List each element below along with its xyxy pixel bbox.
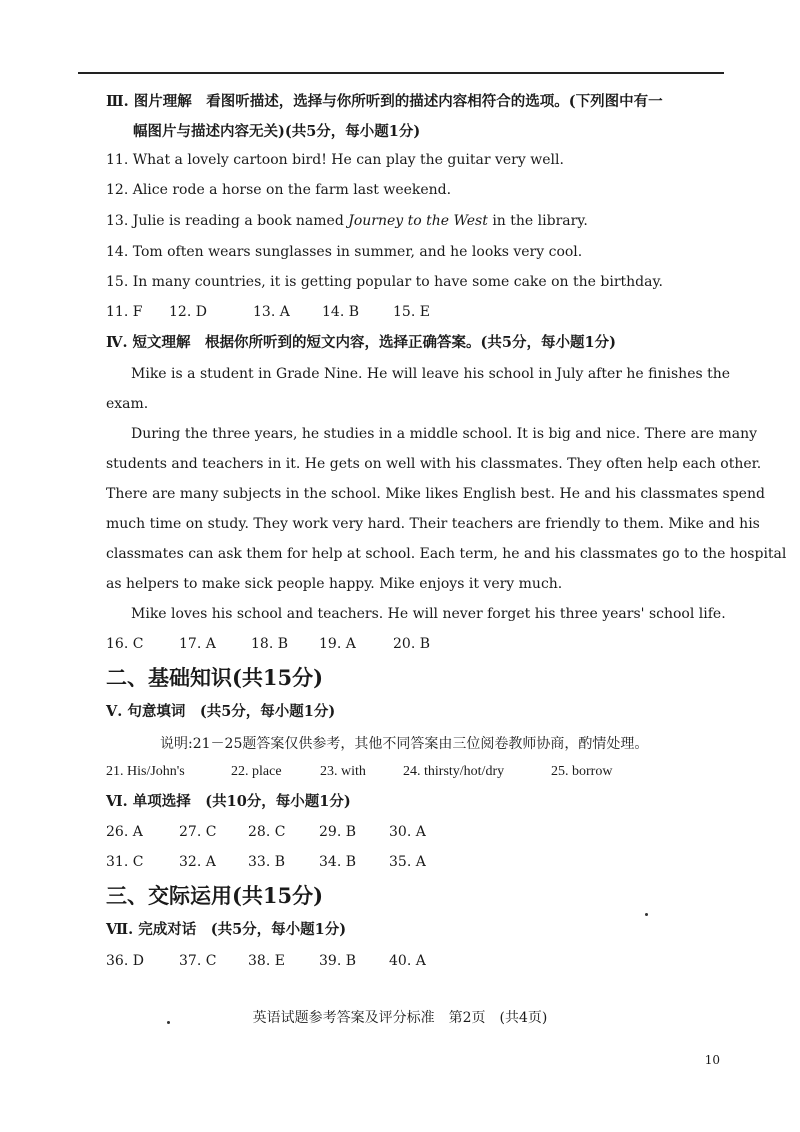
answer: 20. B <box>393 636 431 652</box>
answer: 16. C <box>106 636 144 652</box>
answer: 38. E <box>248 953 285 969</box>
top-rule <box>78 72 724 74</box>
passage-line: There are many subjects in the school. Mike likes English best. He and his classmates spend <box>106 486 765 502</box>
answer: 11. F <box>106 304 143 320</box>
part-3-title: 三、交际运用(共15分) <box>106 883 324 908</box>
answer: 34. B <box>319 854 357 870</box>
passage-line: much time on study. They work very hard. Their teachers are friendly to them. Mike and his <box>106 516 760 532</box>
answer: 39. B <box>319 953 357 969</box>
passage-line: Mike loves his school and teachers. He will never forget his three years' school life. <box>131 606 726 622</box>
answer: 18. B <box>251 636 289 652</box>
answer: 13. A <box>253 304 290 320</box>
section-v-heading: Ⅴ. 句意填词 (共5分，每小题1分) <box>106 703 336 720</box>
sentence-14: 14. Tom often wears sunglasses in summer, and he looks very cool. <box>106 244 583 260</box>
section-v-note: 说明:21－25题答案仅供参考，其他不同答案由三位阅卷教师协商，酌情处理。 <box>160 736 649 752</box>
passage-line: Mike is a student in Grade Nine. He will leave his school in July after he finishes the <box>131 366 731 382</box>
answer: 25. borrow <box>551 764 613 779</box>
answer: 15. E <box>393 304 430 320</box>
answer: 26. A <box>106 824 143 840</box>
speck <box>645 913 648 916</box>
book-title: Journey to the West <box>348 213 488 229</box>
section-iii-heading-cont: 幅图片与描述内容无关)(共5分，每小题1分) <box>133 123 421 140</box>
passage-line: During the three years, he studies in a middle school. It is big and nice. There are many <box>131 426 757 442</box>
answer: 14. B <box>322 304 360 320</box>
answer: 30. A <box>389 824 426 840</box>
answer: 32. A <box>179 854 216 870</box>
sentence-13-pre: 13. Julie is reading a book named <box>106 213 349 229</box>
answer: 17. A <box>179 636 216 652</box>
sentence-13 <box>106 211 588 231</box>
answer: 33. B <box>248 854 286 870</box>
answer: 40. A <box>389 953 426 969</box>
page-footer: 英语试题参考答案及评分标准 第2页 (共4页) <box>252 1010 548 1026</box>
section-iii-heading: Ⅲ. 图片理解 看图听描述，选择与你所听到的描述内容相符合的选项。(下列图中有一 <box>106 93 663 110</box>
answer: 28. C <box>248 824 286 840</box>
sentence-15: 15. In many countries, it is getting popular to have some cake on the birthday. <box>106 274 663 290</box>
answer: 31. C <box>106 854 144 870</box>
page-number: 10 <box>704 1053 720 1067</box>
sentence-11: 11. What a lovely cartoon bird! He can play the guitar very well. <box>106 152 564 168</box>
answer: 29. B <box>319 824 357 840</box>
answer: 12. D <box>169 304 207 320</box>
section-iv-heading: Ⅳ. 短文理解 根据你所听到的短文内容，选择正确答案。(共5分，每小题1分) <box>106 334 616 351</box>
answer: 37. C <box>179 953 217 969</box>
sentence-13-post: in the library. <box>487 213 588 229</box>
section-vi-heading: Ⅵ. 单项选择 (共10分，每小题1分) <box>106 793 351 810</box>
answer: 36. D <box>106 953 144 969</box>
answer: 23. with <box>320 764 366 779</box>
passage-line: as helpers to make sick people happy. Mike enjoys it very much. <box>106 576 563 592</box>
answer: 21. His/John's <box>106 764 185 779</box>
section-vii-heading: Ⅶ. 完成对话 (共5分，每小题1分) <box>106 921 347 938</box>
answer: 27. C <box>179 824 217 840</box>
answer: 35. A <box>389 854 426 870</box>
passage-line: exam. <box>106 396 149 412</box>
answer: 24. thirsty/hot/dry <box>403 764 505 779</box>
answer: 22. place <box>231 764 282 779</box>
part-2-title: 二、基础知识(共15分) <box>106 665 324 690</box>
answer: 19. A <box>319 636 356 652</box>
passage-line: classmates can ask them for help at school. Each term, he and his classmates go to the hospital <box>106 546 787 562</box>
sentence-12: 12. Alice rode a horse on the farm last weekend. <box>106 182 452 198</box>
passage-line: students and teachers in it. He gets on well with his classmates. They often help each other. <box>106 456 762 472</box>
